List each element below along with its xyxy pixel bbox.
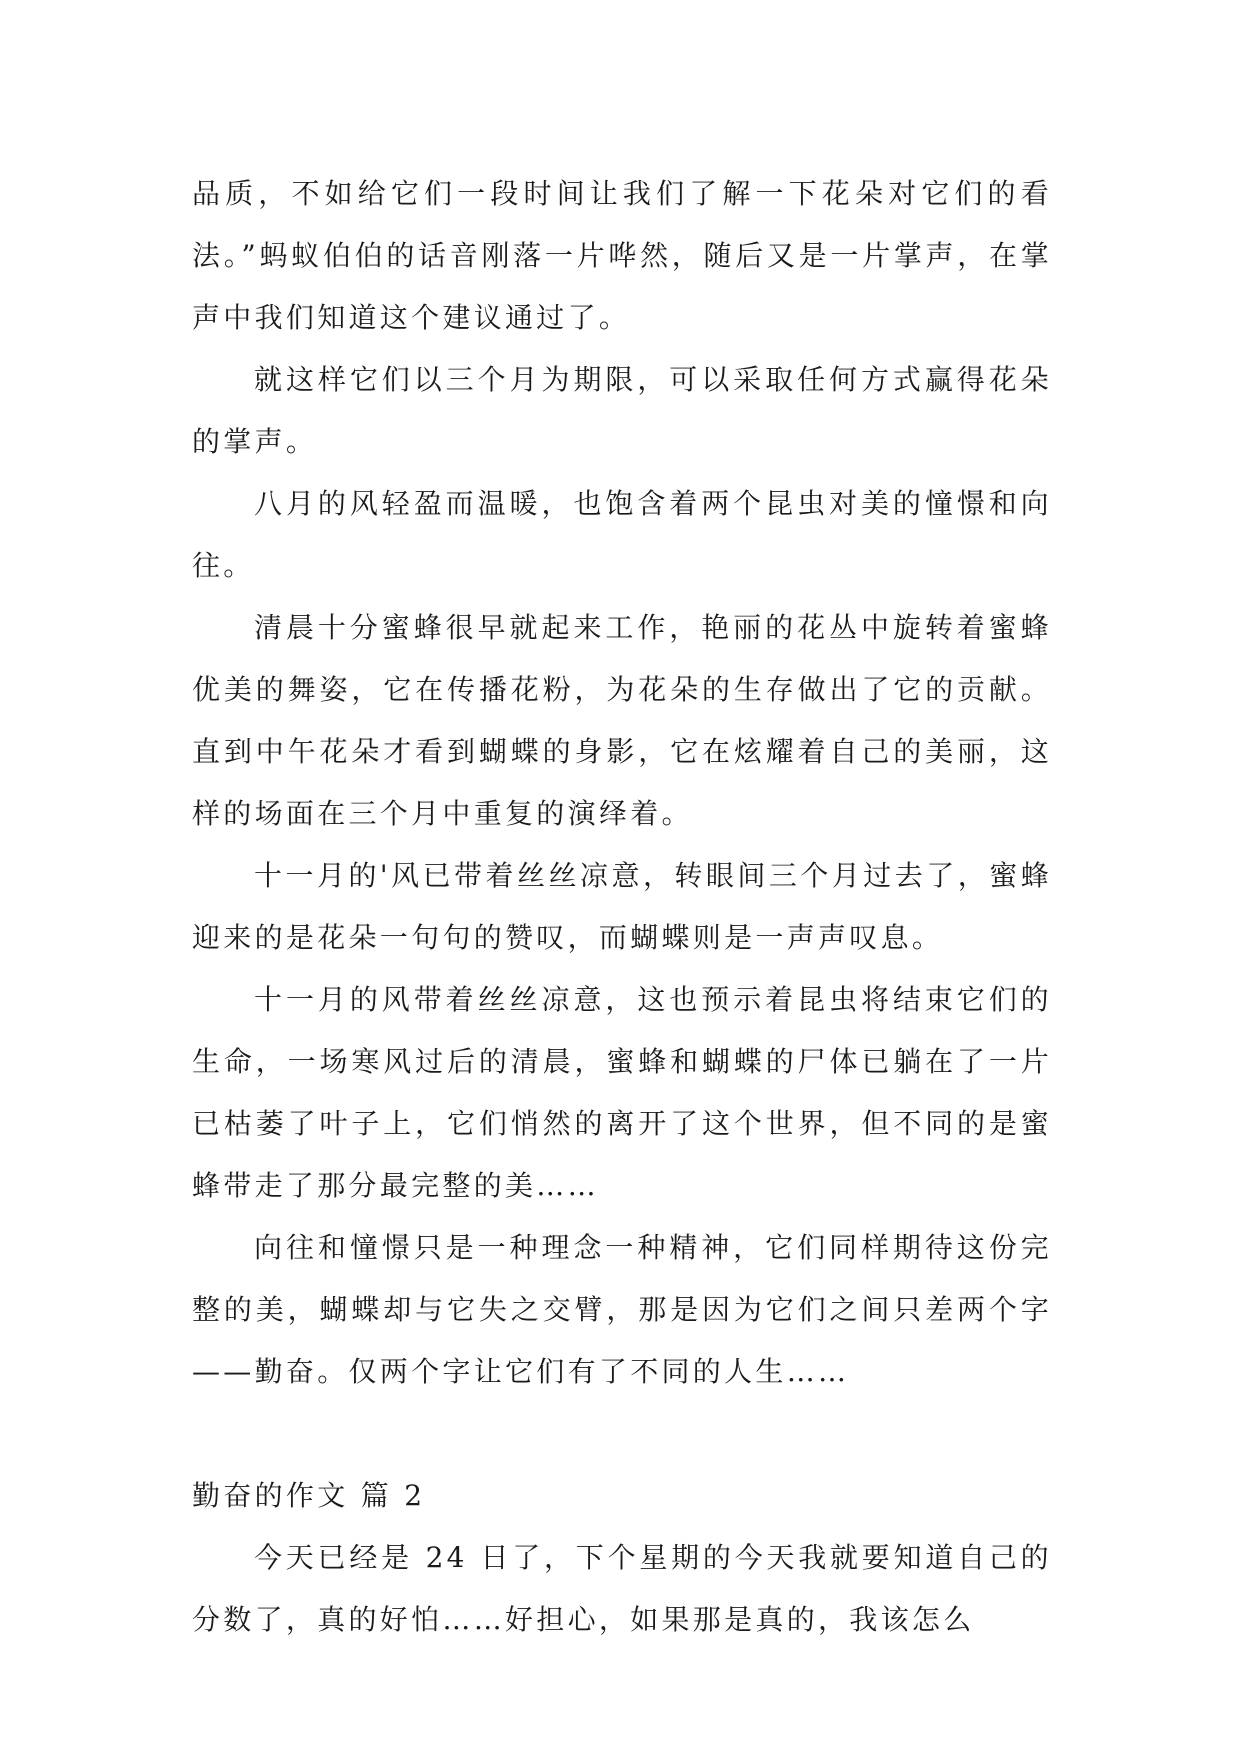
paragraph: 十一月的'风已带着丝丝凉意，转眼间三个月过去了，蜜蜂迎来的是花朵一句句的赞叹，而蝴蝶则是一声声叹息。	[192, 859, 1052, 954]
document-body	[192, 163, 1052, 1651]
paragraph: 向往和憧憬只是一种理念一种精神，它们同样期待这份完整的美，蝴蝶却与它失之交臂，那是因为它们之间只差两个字——勤奋。仅两个字让它们有了不同的人生……	[192, 1231, 1052, 1388]
paragraph: 今天已经是 24 日了，下个星期的今天我就要知道自己的分数了，真的好怕……好担心，如果那是真的，我该怎么	[192, 1541, 1052, 1636]
section-heading: 勤奋的作文 篇 2	[192, 1479, 426, 1512]
paragraph: 就这样它们以三个月为期限，可以采取任何方式赢得花朵的掌声。	[192, 363, 1052, 458]
paragraph: 八月的风轻盈而温暖，也饱含着两个昆虫对美的憧憬和向往。	[192, 487, 1052, 582]
paragraph: 十一月的风带着丝丝凉意，这也预示着昆虫将结束它们的生命，一场寒风过后的清晨，蜜蜂和蝴蝶的尸体已躺在了一片已枯萎了叶子上，它们悄然的离开了这个世界，但不同的是蜜蜂带走了那分最完整的美……	[192, 983, 1052, 1202]
paragraph-continued: 品质，不如给它们一段时间让我们了解一下花朵对它们的看法。”蚂蚁伯伯的话音刚落一片哗然，随后又是一片掌声，在掌声中我们知道这个建议通过了。	[192, 177, 1052, 334]
paragraph: 清晨十分蜜蜂很早就起来工作，艳丽的花丛中旋转着蜜蜂优美的舞姿，它在传播花粉，为花朵的生存做出了它的贡献。直到中午花朵才看到蝴蝶的身影，它在炫耀着自己的美丽，这样的场面在三个月中重复的演绎着。	[192, 611, 1052, 830]
